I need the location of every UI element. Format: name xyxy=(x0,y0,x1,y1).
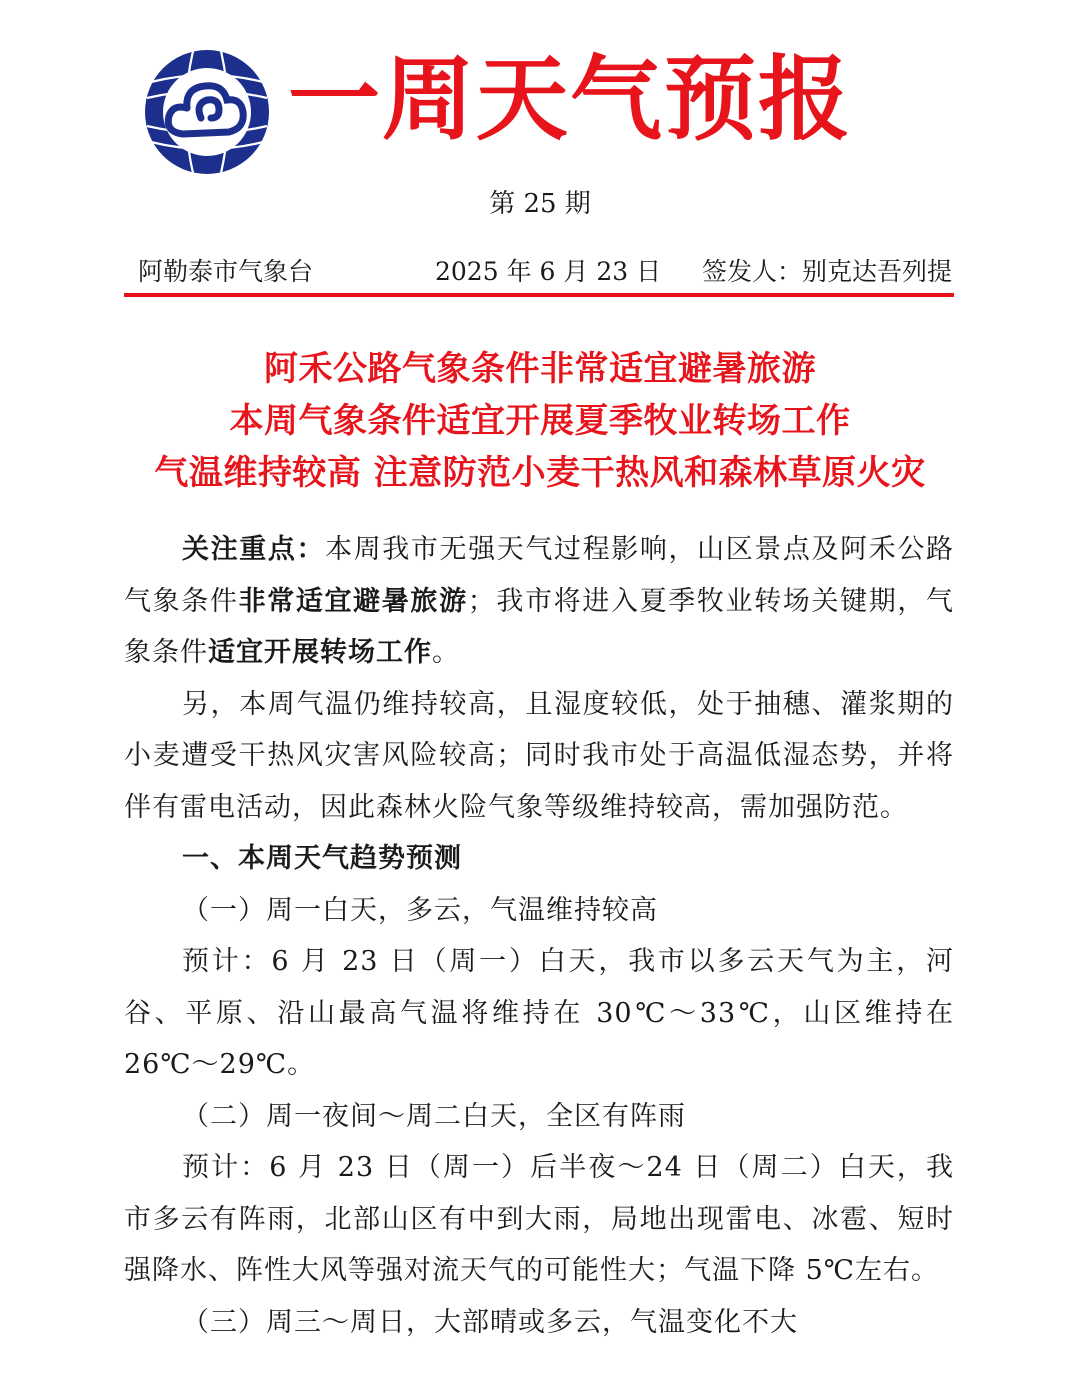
focus-text: 。 xyxy=(432,637,460,668)
risk-paragraph: 另，本周气温仍维持较高，且湿度较低，处于抽穗、灌浆期的小麦遭受干热风灾害风险较高；同时我市处于高温低湿态势，并将伴有雷电活动，因此森林火险气象等级维持较高，需加强防范。 xyxy=(124,688,954,823)
issue-date: 2025 年 6 月 23 日 xyxy=(435,257,662,286)
focus-paragraph xyxy=(124,524,954,679)
subsection-title: （二）周一夜间～周二白天，全区有阵雨 xyxy=(182,1100,686,1132)
focus-label: 关注重点： xyxy=(182,534,326,565)
forecast-paragraph: 预计：6 月 23 日（周一）后半夜～24 日（周二）白天，我市多云有阵雨，北部山区有中到大雨，局地出现雷电、冰雹、短时强降水、阵性大风等强对流天气的可能性大；气温下降 5℃左右。 xyxy=(124,1152,954,1286)
focus-text: ；我市将进入夏季牧业转场关键期，气象条件 xyxy=(124,585,955,668)
signer: 签发人：别克达吾列提 xyxy=(702,257,953,286)
focus-text: 本周我市无强天气过程影响，山区景点及阿禾公路气象条件 xyxy=(124,534,955,617)
red-divider xyxy=(124,293,954,297)
headline: 阿禾公路气象条件非常适宜避暑旅游 xyxy=(264,349,816,389)
issue-number: 第 25 期 xyxy=(489,189,591,219)
document-body xyxy=(124,524,954,1348)
cma-logo-icon xyxy=(143,48,271,176)
headlines xyxy=(0,343,1080,499)
issuing-organization: 阿勒泰市气象台 xyxy=(138,257,314,286)
meta-row xyxy=(138,254,953,290)
focus-highlight: 非常适宜避暑旅游 xyxy=(238,585,468,617)
subsection-title: （三）周三～周日，大部晴或多云，气温变化不大 xyxy=(182,1306,798,1338)
section-title: 一、本周天气趋势预测 xyxy=(182,843,462,874)
subsection-title: （一）周一白天，多云，气温维持较高 xyxy=(182,894,658,926)
headline: 气温维持较高 注意防范小麦干热风和森林草原火灾 xyxy=(154,453,926,493)
focus-highlight: 适宜开展转场工作 xyxy=(208,637,432,668)
forecast-paragraph: 预计：6 月 23 日（周一）白天，我市以多云天气为主，河谷、平原、沿山最高气温将维持在 30℃～33℃，山区维持在 26℃～29℃。 xyxy=(124,946,954,1080)
headline: 本周气象条件适宜开展夏季牧业转场工作 xyxy=(229,401,851,441)
masthead-title: 一周天气预报 xyxy=(288,45,853,153)
